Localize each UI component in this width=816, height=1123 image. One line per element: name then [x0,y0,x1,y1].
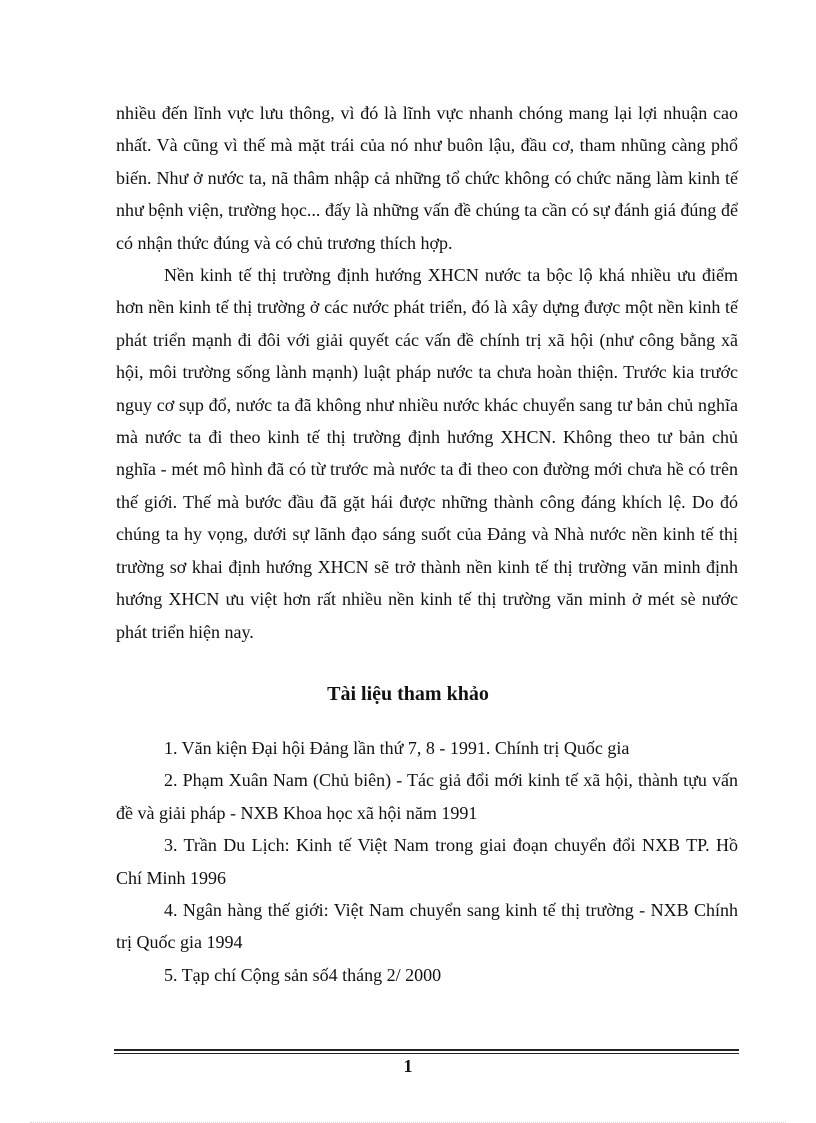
reference-item-1: 1. Văn kiện Đại hội Đảng lần thứ 7, 8 - 1991. Chính trị Quốc gia [164,738,630,758]
paragraph-conclusion: Nền kinh tế thị trường định hướng XHCN nước ta bộc lộ khá nhiều ưu điểm hơn nền kinh tế thị trường ở các nước phát triển, đó là xây dựng được một nền kinh tế phát triển mạnh đi đôi với giải quyết các vấn đề chính trị xã hội (như công bằng xã hội, môi trường sống lành mạnh) luật pháp nước ta chưa hoàn thiện. Trước kia trước nguy cơ sụp đổ, nước ta đã không như nhiều nước khác chuyển sang tư bản chủ nghĩa mà nước ta đi theo kinh tế thị trường định hướng XHCN. Không theo tư bản chủ nghĩa - mét mô hình đã có từ trước mà nước ta đi theo con đường mới chưa hề có trên thế giới. Thế mà bước đầu đã gặt hái được những thành công đáng khích lệ. Do đó chúng ta hy vọng, dưới sự lãnh đạo sáng suốt của Đảng và Nhà nước nền kinh tế thị trường sơ khai định hướng XHCN sẽ trở thành nền kinh tế thị trường văn minh định hướng XHCN ưu việt hơn rất nhiều nền kinh tế thị trường văn minh ở mét sè nước phát triển hiện nay. [116,265,738,642]
reference-item-2: 2. Phạm Xuân Nam (Chủ biên) - Tác giả đổi mới kinh tế xã hội, thành tựu vấn đề và giải pháp - NXB Khoa học xã hội năm 1991 [116,770,738,823]
reference-item-3: 3. Trần Du Lịch: Kinh tế Việt Nam trong giai đoạn chuyển đổi NXB TP. Hồ Chí Minh 1996 [116,835,738,888]
page-number: 1 [403,1056,413,1076]
reference-item-5: 5. Tạp chí Cộng sản số4 tháng 2/ 2000 [164,964,442,985]
reference-item-4: 4. Ngân hàng thế giới: Việt Nam chuyển sang kinh tế thị trường - NXB Chính trị Quốc gia 1994 [116,900,738,953]
references-heading: Tài liệu tham khảo [327,683,489,705]
references-list [116,732,738,991]
footer-rule-thick [114,1049,739,1051]
paragraph-continued: nhiều đến lĩnh vực lưu thông, vì đó là lĩnh vực nhanh chóng mang lại lợi nhuận cao nhất. Và cũng vì thế mà mặt trái của nó như buôn lậu, đầu cơ, tham nhũng càng phổ biến. Như ở nước ta, nã thâm nhập cả những tổ chức không có chức năng làm kinh tế như bệnh viện, trường học... đấy là những vấn đề chúng ta cần có sự đánh giá đúng để có nhận thức đúng và có chủ trương thích hợp. [116,103,738,253]
body-text [116,97,738,648]
